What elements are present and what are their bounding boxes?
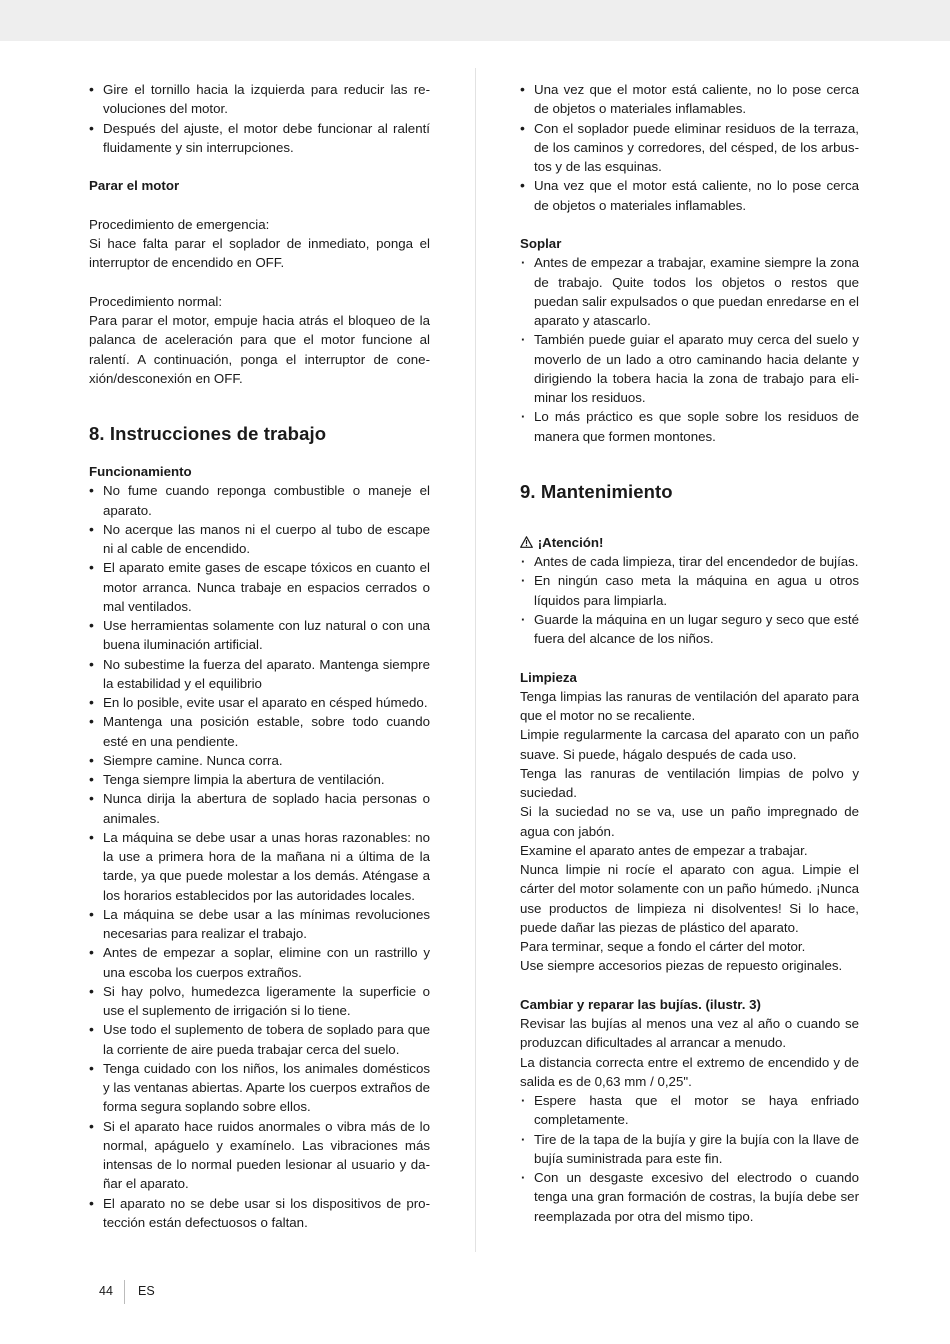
section-title-work-instructions: 8. Instrucciones de trabajo <box>89 423 327 444</box>
list-item: · Tire de la tapa de la bujía y gire la bujía con la llave de bujía suministrada para este fin. <box>520 1130 859 1169</box>
cleaning-paragraph: Tenga las ranuras de ventilación limpias de polvo y suciedad. <box>520 765 859 800</box>
list-item: • Una vez que el motor está caliente, no lo pose cerca de objetos o materiales inflamables. <box>520 176 859 215</box>
warning-triangle-icon <box>520 533 534 552</box>
list-item: · Con un desgaste excesivo del electrodo o cuando tenga una gran formación de costras, la bujía debe ser reemplazada por otra del mismo tipo. <box>520 1168 859 1226</box>
list-item: • La máquina se debe usar a las mínimas revoluciones necesarias para realizar el trabajo. <box>89 905 430 944</box>
list-item: • Use herramientas solamente con luz natural o con una buena iluminación artificial. <box>89 616 430 655</box>
list-item: • El aparato no se debe usar si los dispositivos de protección están defectuosos o faltan. <box>89 1194 430 1233</box>
list-item: · Lo más práctico es que sople sobre los residuos de manera que formen montones. <box>520 407 859 446</box>
footer-divider <box>124 1280 125 1304</box>
list-item: • Gire el tornillo hacia la izquierda para reducir las revoluciones del motor. <box>89 80 430 119</box>
list-item: • Siempre camine. Nunca corra. <box>89 751 430 770</box>
cleaning-paragraph: Use siempre accesorios piezas de repuesto originales. <box>520 958 843 974</box>
list-item: · Antes de empezar a trabajar, examine siempre la zona de trabajo. Quite todos los objetos o restos que puedan salir expulsados o que puedan enredarse en el aparato y atascarlo. <box>520 253 859 330</box>
spark-plugs-paragraph: Revisar las bujías al menos una vez al año o cuando se produzcan dificultades al arrancar a menudo. <box>520 1016 859 1051</box>
list-item: • No acerque las manos ni el cuerpo al tubo de escape ni al cable de encendido. <box>89 520 430 559</box>
emergency-text: Si hace falta parar el soplador de inmediato, ponga el interruptor de encendido en OFF. <box>89 236 430 271</box>
cleaning-paragraph: Tenga limpias las ranuras de ventilación del aparato para que el motor no se recaliente. <box>520 688 859 723</box>
normal-label: Procedimiento normal: <box>89 293 223 309</box>
right-column <box>520 80 859 1226</box>
language-code: ES <box>138 1284 155 1298</box>
cleaning-paragraph: Nunca limpie ni rocíe el aparato con agua. Limpie el cárter del motor solamente con un paño húmedo. ¡Nunca use productos de limpieza ni disolventes! Si lo hace, puede dañar las piezas de plástico del aparato. <box>520 862 859 935</box>
list-item: • Tenga siempre limpia la abertura de ventilación. <box>89 770 430 789</box>
section-title-maintenance: 9. Mantenimiento <box>520 480 673 502</box>
list-item: · Espere hasta que el motor se haya enfriado completamente. <box>520 1091 859 1130</box>
attention-heading-row <box>520 533 859 552</box>
blowing-heading: Soplar <box>520 236 562 251</box>
list-item: • Con el soplador puede eliminar residuos de la terraza, de los caminos y corredores, del césped, de los arbustos y de las esquinas. <box>520 119 859 177</box>
normal-text: Para parar el motor, empuje hacia atrás el bloqueo de la palanca de aceleración para que el motor funcione al ralentí. A continuación, ponga el interruptor de conexión/desconexión en OFF. <box>89 313 430 386</box>
intro-bullet-list <box>89 80 430 157</box>
attention-heading: ¡Atención! <box>537 534 604 550</box>
list-item: • Después del ajuste, el motor debe funcionar al ralentí fluidamente y sin interrupciones. <box>89 119 430 158</box>
list-item: • Antes de empezar a soplar, elimine con un rastrillo y una escoba los cuerpos extraños. <box>89 943 430 982</box>
list-item: • No fume cuando reponga combustible o maneje el aparato. <box>89 481 430 520</box>
column-divider <box>475 68 476 1252</box>
spark-plugs-heading: Cambiar y reparar las bujías. (ilustr. 3) <box>520 996 761 1012</box>
top-band <box>0 0 950 41</box>
cleaning-paragraph: Si la suciedad no se va, use un paño impregnado de agua con jabón. <box>520 804 859 839</box>
cleaning-paragraph: Limpie regularmente la carcasa del aparato con un paño suave. Si puede, hágalo después de cada uso. <box>520 727 859 762</box>
spark-plugs-paragraph: La distancia correcta entre el extremo de encendido y de salida es de 0,63 mm / 0,25". <box>520 1054 859 1089</box>
attention-bullet-list <box>520 552 859 648</box>
list-item: · Antes de cada limpieza, tirar del encendedor de bujías. <box>520 552 859 571</box>
list-item: • La máquina se debe usar a unas horas razonables: no la use a primera hora de la mañana ni a última de la tarde, ya que puede molestar a los demás. Aténgase a los horarios establecidos por las autoridades locales. <box>89 828 430 905</box>
emergency-label: Procedimiento de emergencia: <box>89 216 270 232</box>
list-item: • Nunca dirija la abertura de soplado hacia personas o animales. <box>89 789 430 828</box>
list-item: • El aparato emite gases de escape tóxicos en cuanto el motor arranca. Nunca trabaje en espacios cerrados o mal ventilados. <box>89 558 430 616</box>
list-item: • No subestime la fuerza del aparato. Mantenga siempre la estabilidad y el equilibrio <box>89 655 430 694</box>
list-item: • Tenga cuidado con los niños, los animales domésticos y las ventanas abiertas. Aparte los cuerpos extraños de forma segura soplando sobre ellos. <box>89 1059 430 1117</box>
safety-bullet-list <box>520 80 859 215</box>
operation-heading: Funcionamiento <box>89 464 192 479</box>
list-item: • Si el aparato hace ruidos anormales o vibra más de lo normal, apáguelo y examínelo. Las vibraciones más intensas de lo normal pueden lesionar al usuario y dañar el aparato. <box>89 1117 430 1194</box>
cleaning-paragraph: Para terminar, seque a fondo el cárter del motor. <box>520 939 806 954</box>
list-item: · En ningún caso meta la máquina en agua u otros líquidos para limpiarla. <box>520 571 859 610</box>
list-item: • En lo posible, evite usar el aparato en césped húmedo. <box>89 693 430 712</box>
spark-plugs-bullet-list <box>520 1091 859 1226</box>
page-number: 44 <box>99 1284 113 1298</box>
left-column <box>89 80 430 1232</box>
list-item: · También puede guiar el aparato muy cerca del suelo y moverlo de un lado a otro caminando hacia delante y dirigiendo la tobera hacia la zona de trabajo para eliminar los residuos. <box>520 330 859 407</box>
list-item: • Mantenga una posición estable, sobre todo cuando esté en una pendiente. <box>89 712 430 751</box>
list-item: • Si hay polvo, humedezca ligeramente la superficie o use el suplemento de irrigación si lo tiene. <box>89 982 430 1021</box>
stop-engine-heading: Parar el motor <box>89 178 180 194</box>
cleaning-paragraph: Examine el aparato antes de empezar a trabajar. <box>520 842 808 858</box>
list-item: • Una vez que el motor está caliente, no lo pose cerca de objetos o materiales inflamables. <box>520 80 859 119</box>
list-item: · Guarde la máquina en un lugar seguro y seco que esté fuera del alcance de los niños. <box>520 610 859 649</box>
operation-bullet-list <box>89 481 430 1232</box>
cleaning-heading: Limpieza <box>520 669 577 685</box>
list-item: • Use todo el suplemento de tobera de soplado para que la corriente de aire pueda trabajar cerca del suelo. <box>89 1020 430 1059</box>
blowing-bullet-list <box>520 253 859 446</box>
